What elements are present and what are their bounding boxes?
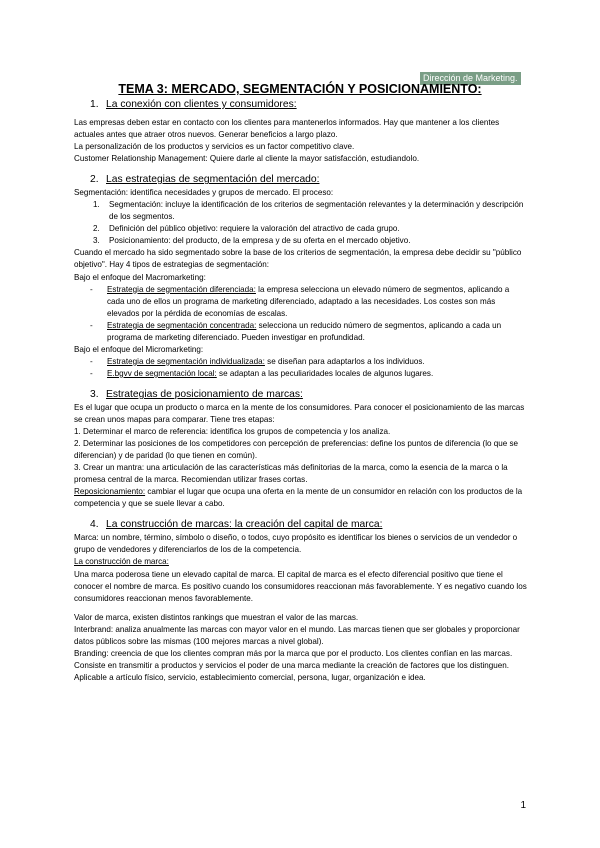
page-number: 1	[520, 800, 526, 811]
section-4-title: La construcción de marcas: la creación del capital de marca:	[106, 519, 383, 531]
paragraph: Customer Relationship Management: Quiere darle al cliente la mayor satisfacción, estudiandolo.	[74, 154, 420, 164]
section-3-title: Estrategias de posicionamiento de marcas:	[106, 388, 303, 400]
list-item	[74, 235, 529, 247]
paragraph: Es el lugar que ocupa un producto o marca en la mente de los consumidores. Para conocer el posicionamiento de las marcas se crean unos mapas para comparar. Tiene tres etapas:	[74, 402, 525, 424]
list-item	[74, 356, 529, 368]
list-text: Posicionamiento: del producto, de la empresa y de su oferta en el mercado objetivo.	[109, 236, 411, 246]
list-item	[74, 368, 529, 380]
section-3-number: 3.	[90, 388, 99, 400]
paragraph: Cuando el mercado ha sido segmentado sobre la base de los criterios de segmentación, la empresa debe decidir su "público objetivo". Hay 4 tipos de estrategias de segmentación:	[74, 248, 522, 270]
paragraph	[74, 486, 529, 510]
definition: selecciona un reducido número de segmentos, aplicando a cada un programa de marketing diferenciado. Pueden investigar en profundidad.	[107, 320, 502, 342]
definition: se adaptan a las peculiaridades locales de algunos lugares.	[216, 368, 434, 378]
section-1-number: 1.	[90, 99, 99, 110]
list-text: Segmentación: incluye la identificación de los criterios de segmentación relevantes y la determinación y descripción de los segmentos.	[109, 200, 524, 222]
list-number: 2.	[93, 224, 100, 234]
term: Estrategia de segmentación diferenciada:	[107, 284, 256, 294]
subsection-label: Bajo el enfoque del Micromarketing:	[74, 344, 204, 354]
section-1-title: La conexión con clientes y consumidores:	[106, 99, 297, 110]
paragraph: Segmentación: identifica necesidades y grupos de mercado. El proceso:	[74, 188, 334, 198]
paragraph: Las empresas deben estar en contacto con los clientes para mantenerlos informados. Hay que mantener a los clientes actuales antes que atraer otros nuevos. Generar beneficios a largo plazo.	[74, 118, 500, 140]
section-2-title: Las estrategias de segmentación del mercado:	[106, 174, 320, 186]
stage-item: 2. Determinar las posiciones de los competidores con percepción de preferencias: define los puntos de diferencia (lo que se diferencian) y de paridad (lo que tienen en común).	[74, 439, 519, 461]
page-title: TEMA 3: MERCADO, SEGMENTACIÓN Y POSICIONAMIENTO:	[118, 82, 482, 96]
section-4-heading	[74, 518, 529, 532]
header-badge: Dirección de Marketing.	[420, 72, 521, 85]
paragraph: Valor de marca, existen distintos rankings que muestran el valor de las marcas.	[74, 612, 359, 622]
definition: cambiar el lugar que ocupa una oferta en la mente de un consumidor en relación con los productos de la competencia y que se suele llevar a cabo.	[74, 487, 523, 509]
term: Reposicionamiento:	[74, 487, 146, 497]
paragraph: La personalización de los productos y servicios es un factor competitivo clave.	[74, 142, 355, 152]
section-2-number: 2.	[90, 174, 99, 186]
stage-item: 3. Crear un mantra: una articulación de las características más definitorias de la marca, como la esencia de la marca o la promesa central de la marca. Recomiendan utilizar frases cortas.	[74, 463, 508, 485]
list-number: 1.	[93, 200, 100, 210]
section-4-number: 4.	[90, 519, 99, 531]
list-item	[74, 223, 529, 235]
subsection-label: Bajo el enfoque del Macromarketing:	[74, 272, 206, 282]
paragraph: Marca: un nombre, término, símbolo o diseño, o todos, cuyo propósito es identificar los bienes o servicios de un vendedor o grupo de vendedores y diferenciarlos de los de la competencia.	[74, 533, 518, 555]
document-body	[74, 98, 529, 684]
paragraph: Branding: creencia de que los clientes compran más por la marca que por el producto. Los clientes confían en las marcas. Consiste en transmitir a productos y servicios el poder de una marca mediante la creación de factores que los distinguen.	[74, 648, 513, 670]
definition: la empresa selecciona un elevado número de segmentos, aplicando a cada uno de ellos un programa de marketing diferenciado, adaptado a las necesidades. Los costes son más elevados por la pérdida de economías de escalas.	[107, 284, 510, 318]
term: E.bgvv de segmentación local:	[107, 368, 217, 378]
list-item	[74, 199, 529, 223]
subsection-title: La construcción de marca:	[74, 557, 169, 567]
dash-bullet: -	[90, 320, 93, 330]
section-3-heading	[74, 388, 529, 402]
dash-bullet: -	[90, 368, 93, 378]
section-2-heading	[74, 173, 529, 187]
list-number: 3.	[93, 236, 100, 246]
dash-bullet: -	[90, 356, 93, 366]
term: Estrategia de segmentación individualizada:	[107, 356, 265, 366]
list-item	[74, 284, 529, 320]
section-1-heading	[74, 98, 529, 112]
list-text: Definición del público objetivo: requiere la valoración del atractivo de cada grupo.	[109, 224, 400, 234]
list-item	[74, 320, 529, 344]
definition: se diseñan para adaptarlos a los individuos.	[264, 356, 425, 366]
paragraph: Aplicable a artículo físico, servicio, establecimiento comercial, persona, lugar, organización e idea.	[74, 672, 426, 682]
stage-item: 1. Determinar el marco de referencia: identifica los grupos de competencia y los analiza.	[74, 427, 391, 437]
dash-bullet: -	[90, 284, 93, 294]
paragraph: Una marca poderosa tiene un elevado capital de marca. El capital de marca es el efecto diferencial positivo que tiene el conocer el nombre de marca. Es positivo cuando los consumidores reaccionan más favorablemente. Y es negativo cuando los consumidores reaccionan menos favorablemente.	[74, 569, 527, 603]
term: Estrategia de segmentación concentrada:	[107, 320, 257, 330]
paragraph: Interbrand: analiza anualmente las marcas con mayor valor en el mundo. Las marcas tienen que ser globales y proporcionar datos públicos sobre las mismas (100 mejores marcas a nivel global).	[74, 624, 520, 646]
